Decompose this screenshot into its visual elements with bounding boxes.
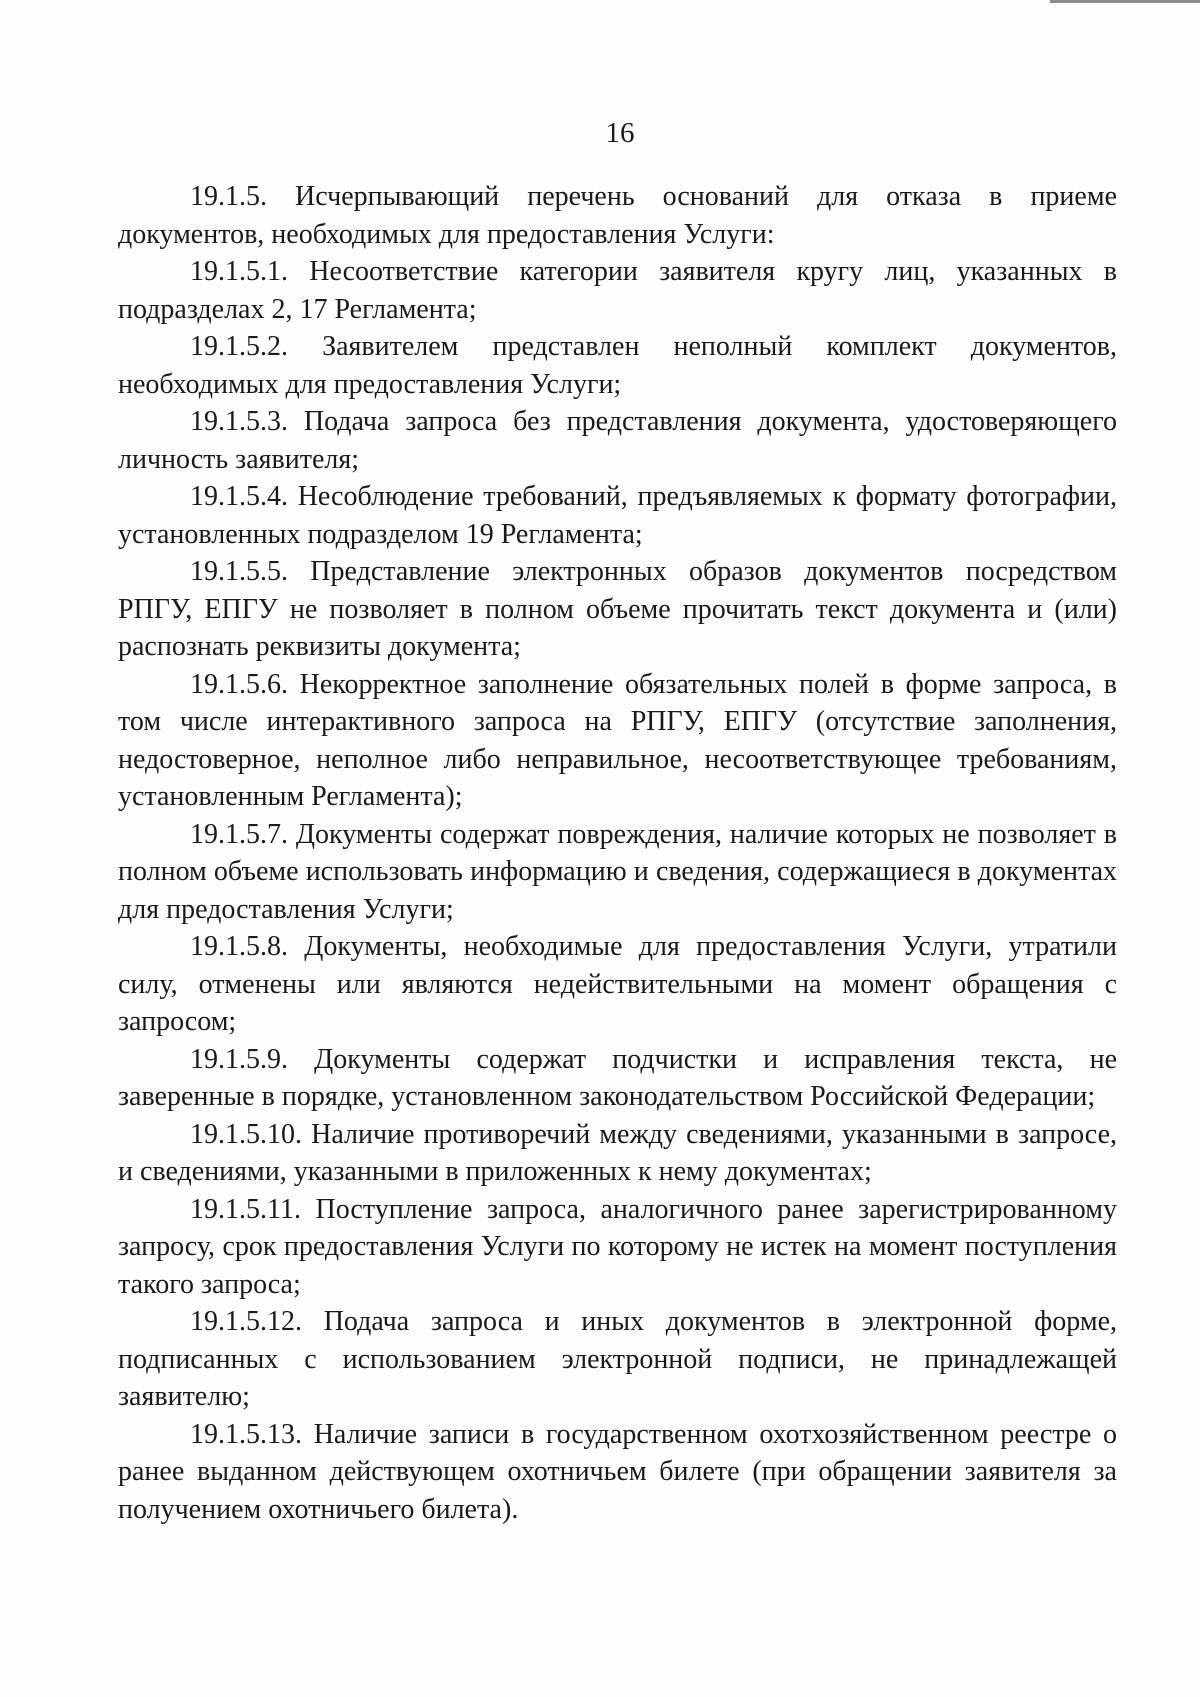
- paragraph-19-1-5-12: 19.1.5.12. Подача запроса и иных документов в электронной форме, подписанных с использованием электронной подписи, не принадлежащей заявителю;: [118, 1306, 1117, 1412]
- paragraph-19-1-5: 19.1.5. Исчерпывающий перечень оснований для отказа в приеме документов, необходимых для предоставления Услуги:: [118, 181, 1117, 250]
- paragraph-19-1-5-6: 19.1.5.6. Некорректное заполнение обязательных полей в форме запроса, в том числе интерактивного запроса на РПГУ, ЕПГУ (отсутствие заполнения, недостоверное, неполное либо неправильное, несоответствующее требованиям, установленным Регламента);: [118, 668, 1117, 812]
- paragraph-19-1-5-4: 19.1.5.4. Несоблюдение требований, предъявляемых к формату фотографии, установленных подразделом 19 Регламента;: [118, 481, 1117, 550]
- document-body: [118, 178, 1117, 1528]
- paragraph-19-1-5-3: 19.1.5.3. Подача запроса без представления документа, удостоверяющего личность заявителя;: [118, 406, 1117, 475]
- paragraph-19-1-5-10: 19.1.5.10. Наличие противоречий между сведениями, указанными в запросе, и сведениями, указанными в приложенных к нему документах;: [118, 1118, 1117, 1187]
- paragraph-19-1-5-13: 19.1.5.13. Наличие записи в государственном охотхозяйственном реестре о ранее выданном действующем охотничьем билете (при обращении заявителя за получением охотничьего билета).: [118, 1418, 1117, 1525]
- paragraph-19-1-5-11: 19.1.5.11. Поступление запроса, аналогичного ранее зарегистрированному запросу, срок предоставления Услуги по которому не истек на момент поступления такого запроса;: [118, 1193, 1117, 1300]
- scan-edge-line: [1050, 0, 1200, 3]
- page-number: 16: [605, 117, 635, 149]
- paragraph-19-1-5-7: 19.1.5.7. Документы содержат повреждения, наличие которых не позволяет в полном объеме использовать информацию и сведения, содержащиеся в документах для предоставления Услуги;: [118, 818, 1117, 925]
- paragraph-19-1-5-5: 19.1.5.5. Представление электронных образов документов посредством РПГУ, ЕПГУ не позволяет в полном объеме прочитать текст документа и (или) распознать реквизиты документа;: [118, 556, 1117, 662]
- paragraph-19-1-5-8: 19.1.5.8. Документы, необходимые для предоставления Услуги, утратили силу, отменены или являются недействительными на момент обращения с запросом;: [118, 931, 1117, 1037]
- paragraph-19-1-5-2: 19.1.5.2. Заявителем представлен неполный комплект документов, необходимых для предоставления Услуги;: [118, 331, 1117, 400]
- paragraph-19-1-5-9: 19.1.5.9. Документы содержат подчистки и исправления текста, не заверенные в порядке, установленном законодательством Российской Федерации;: [118, 1043, 1117, 1112]
- paragraph-19-1-5-1: 19.1.5.1. Несоответствие категории заявителя кругу лиц, указанных в подразделах 2, 17 Регламента;: [118, 256, 1117, 325]
